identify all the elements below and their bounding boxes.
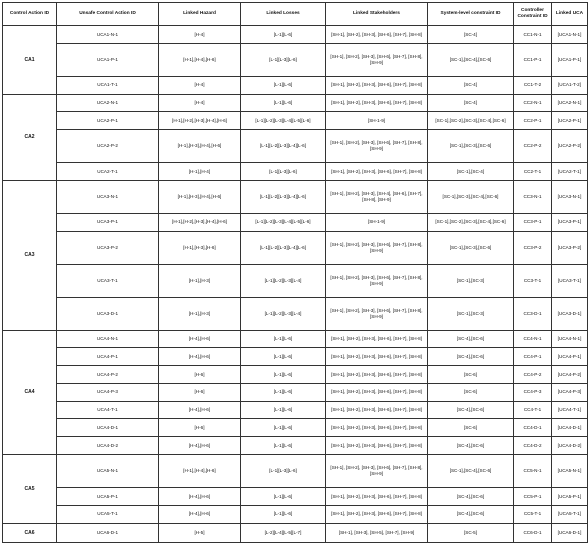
- controller-constraint-cell: CC5-N-1: [514, 455, 552, 488]
- table-row: [3, 26, 588, 44]
- linked-stakeholders-cell: [SH-1], [SH-3], [SH-5], [SH-7], [SH-9]: [326, 523, 428, 542]
- uca-table-container: [2, 2, 584, 543]
- uca-id-cell: UCA4-P-1: [57, 348, 159, 366]
- controller-constraint-cell: CC3-P-1: [514, 213, 552, 231]
- linked-losses-cell: [L-1][L-3][L-6]: [241, 163, 326, 181]
- uca-id-cell: UCA2-T-1: [57, 163, 159, 181]
- linked-hazard-cell: [H-4]: [159, 26, 241, 44]
- linked-losses-cell: [L-1][L-6]: [241, 26, 326, 44]
- controller-constraint-cell: CC2-P-2: [514, 130, 552, 163]
- linked-losses-cell: [L-1][L-2][L-3][L-4]: [241, 297, 326, 330]
- linked-uca-cell: [UCA4-D-2]: [552, 437, 588, 455]
- linked-uca-cell: [UCA5-N-1]: [552, 455, 588, 488]
- table-row: [3, 163, 588, 181]
- controller-constraint-cell: CC4-T-1: [514, 401, 552, 419]
- table-row: [3, 455, 588, 488]
- linked-losses-cell: [L-1][L-6]: [241, 437, 326, 455]
- uca-id-cell: UCA6-D-1: [57, 523, 159, 542]
- linked-losses-cell: [L-1][L-6]: [241, 348, 326, 366]
- uca-id-cell: UCA4-P-2: [57, 366, 159, 384]
- table-row: [3, 505, 588, 523]
- linked-hazard-cell: [H-1],[H-2],[H-3],[H-4],[H-6]: [159, 213, 241, 231]
- linked-losses-cell: [L-1][L-6]: [241, 505, 326, 523]
- uca-id-cell: UCA3-P-1: [57, 213, 159, 231]
- controller-constraint-cell: CC2-N-1: [514, 94, 552, 112]
- linked-stakeholders-cell: [SH-1], [SH-2], [SH-3], [SH-6], [SH-7], [SH-8], [SH-9]: [326, 297, 428, 330]
- system-constraint-cell: [SC-1],[SC-2],[SC-3],[SC-4],[SC-6]: [428, 112, 514, 130]
- linked-losses-cell: [L-1][L-6]: [241, 76, 326, 94]
- linked-hazard-cell: [H-6]: [159, 383, 241, 401]
- linked-uca-cell: [UCA1-N-1]: [552, 26, 588, 44]
- linked-hazard-cell: [H-1],[H-3]: [159, 264, 241, 297]
- linked-uca-cell: [UCA5-T-1]: [552, 505, 588, 523]
- table-row: [3, 130, 588, 163]
- uca-id-cell: UCA5-N-1: [57, 455, 159, 488]
- linked-stakeholders-cell: [SH-1], [SH-2], [SH-3], [SH-6], [SH-7], [SH-8]: [326, 348, 428, 366]
- uca-id-cell: UCA5-P-1: [57, 488, 159, 506]
- linked-hazard-cell: [H-6]: [159, 419, 241, 437]
- controller-constraint-cell: CC4-P-3: [514, 383, 552, 401]
- linked-losses-cell: [L-1][L-6]: [241, 401, 326, 419]
- linked-stakeholders-cell: [SH-1], [SH-2], [SH-3], [SH-6], [SH-7], [SH-8]: [326, 163, 428, 181]
- controller-constraint-cell: CC3-P-2: [514, 231, 552, 264]
- linked-hazard-cell: [H-1],[H-4],[H-6]: [159, 43, 241, 76]
- linked-uca-cell: [UCA2-P-1]: [552, 112, 588, 130]
- controller-constraint-cell: CC4-N-1: [514, 330, 552, 348]
- linked-stakeholders-cell: [SH-1], [SH-2], [SH-3], [SH-6], [SH-7], [SH-8]: [326, 366, 428, 384]
- system-constraint-cell: [SC-1],[SC-3]: [428, 297, 514, 330]
- linked-uca-cell: [UCA2-P-2]: [552, 130, 588, 163]
- table-row: [3, 76, 588, 94]
- table-row: [3, 348, 588, 366]
- table-row: [3, 366, 588, 384]
- header-cell: Linked Losses: [241, 3, 326, 26]
- system-constraint-cell: [SC-4],[SC-6]: [428, 505, 514, 523]
- system-constraint-cell: [SC-5]: [428, 523, 514, 542]
- system-constraint-cell: [SC-4],[SC-6]: [428, 401, 514, 419]
- linked-hazard-cell: [H-4]: [159, 94, 241, 112]
- linked-uca-cell: [UCA3-D-1]: [552, 297, 588, 330]
- linked-stakeholders-cell: [SH-1], [SH-2], [SH-3], [SH-6], [SH-7], [SH-8]: [326, 330, 428, 348]
- header-row: [3, 3, 588, 26]
- controller-constraint-cell: CC2-P-1: [514, 112, 552, 130]
- linked-hazard-cell: [H-1],[H-2],[H-3],[H-4],[H-6]: [159, 112, 241, 130]
- system-constraint-cell: [SC-1],[SC-3],[SC-4],[SC-6]: [428, 180, 514, 213]
- system-constraint-cell: [SC-1],[SC-4],[SC-6]: [428, 455, 514, 488]
- system-constraint-cell: [SC-4]: [428, 26, 514, 44]
- linked-hazard-cell: [H-6]: [159, 366, 241, 384]
- linked-hazard-cell: [H-4]: [159, 76, 241, 94]
- controller-constraint-cell: CC5-P-1: [514, 488, 552, 506]
- table-row: [3, 401, 588, 419]
- linked-uca-cell: [UCA1-T-2]: [552, 76, 588, 94]
- linked-stakeholders-cell: [SH-1], [SH-2], [SH-3], [SH-6], [SH-7], [SH-8], [SH-9]: [326, 264, 428, 297]
- linked-uca-cell: [UCA4-N-1]: [552, 330, 588, 348]
- linked-stakeholders-cell: [SH-1], [SH-2], [SH-3], [SH-6], [SH-7], [SH-8]: [326, 26, 428, 44]
- linked-hazard-cell: [H-5]: [159, 523, 241, 542]
- linked-uca-cell: [UCA3-P-2]: [552, 231, 588, 264]
- linked-losses-cell: [L-1][L-6]: [241, 488, 326, 506]
- table-row: [3, 231, 588, 264]
- controller-constraint-cell: CC2-T-1: [514, 163, 552, 181]
- linked-losses-cell: [L-1][L-6]: [241, 383, 326, 401]
- uca-id-cell: UCA3-T-1: [57, 264, 159, 297]
- linked-stakeholders-cell: [SH-1], [SH-2], [SH-3], [SH-6], [SH-7], [SH-8]: [326, 488, 428, 506]
- system-constraint-cell: [SC-6]: [428, 383, 514, 401]
- uca-id-cell: UCA4-D-1: [57, 419, 159, 437]
- uca-id-cell: UCA4-P-3: [57, 383, 159, 401]
- system-constraint-cell: [SC-1],[SC-4],[SC-6]: [428, 43, 514, 76]
- control-action-cell: CA6: [3, 523, 57, 542]
- table-row: [3, 437, 588, 455]
- system-constraint-cell: [SC-4],[SC-6]: [428, 488, 514, 506]
- table-row: [3, 264, 588, 297]
- linked-losses-cell: [L-1][L-2][L-3][L-4][L-6]: [241, 130, 326, 163]
- header-cell: Controller Constraint ID: [514, 3, 552, 26]
- linked-stakeholders-cell: [SH-1], [SH-2], [SH-3], [SH-6], [SH-7], [SH-8]: [326, 505, 428, 523]
- linked-hazard-cell: [H-4],[H-6]: [159, 330, 241, 348]
- linked-stakeholders-cell: [SH-1-9]: [326, 213, 428, 231]
- uca-id-cell: UCA2-P-1: [57, 112, 159, 130]
- linked-stakeholders-cell: [SH-1], [SH-2], [SH-3], [SH-6], [SH-7], [SH-8], [SH-9]: [326, 130, 428, 163]
- uca-id-cell: UCA1-T-1: [57, 76, 159, 94]
- uca-id-cell: UCA3-N-1: [57, 180, 159, 213]
- linked-losses-cell: [L-1][L-2][L-3][L-4]: [241, 264, 326, 297]
- controller-constraint-cell: CC4-D-1: [514, 419, 552, 437]
- linked-uca-cell: [UCA3-N-1]: [552, 180, 588, 213]
- uca-id-cell: UCA4-N-1: [57, 330, 159, 348]
- linked-losses-cell: [L-1][L-3][L-6]: [241, 455, 326, 488]
- linked-losses-cell: [L-1][L-2][L-3][L-4][L-5][L-6]: [241, 213, 326, 231]
- linked-hazard-cell: [H-1],[H-4]: [159, 163, 241, 181]
- linked-hazard-cell: [H-4],[H-6]: [159, 437, 241, 455]
- table-row: [3, 488, 588, 506]
- linked-losses-cell: [L-1][L-6]: [241, 94, 326, 112]
- linked-losses-cell: [L-1][L-6]: [241, 330, 326, 348]
- linked-hazard-cell: [H-4],[H-6]: [159, 348, 241, 366]
- system-constraint-cell: [SC-6]: [428, 366, 514, 384]
- table-row: [3, 43, 588, 76]
- table-row: [3, 94, 588, 112]
- linked-uca-cell: [UCA6-D-1]: [552, 523, 588, 542]
- linked-uca-cell: [UCA4-T-1]: [552, 401, 588, 419]
- uca-id-cell: UCA4-D-2: [57, 437, 159, 455]
- table-row: [3, 213, 588, 231]
- linked-losses-cell: [L-1][L-2][L-3][L-4][L-6]: [241, 180, 326, 213]
- uca-id-cell: UCA1-N-1: [57, 26, 159, 44]
- linked-uca-cell: [UCA1-P-1]: [552, 43, 588, 76]
- uca-id-cell: UCA3-D-1: [57, 297, 159, 330]
- linked-uca-cell: [UCA4-P-3]: [552, 383, 588, 401]
- controller-constraint-cell: CC6-D-1: [514, 523, 552, 542]
- linked-uca-cell: [UCA4-D-1]: [552, 419, 588, 437]
- linked-losses-cell: [L-1][L-6]: [241, 419, 326, 437]
- table-row: [3, 297, 588, 330]
- control-action-cell: CA3: [3, 180, 57, 330]
- header-cell: Linked Hazard: [159, 3, 241, 26]
- system-constraint-cell: [SC-4],[SC-6]: [428, 437, 514, 455]
- control-action-cell: CA1: [3, 26, 57, 95]
- table-row: [3, 112, 588, 130]
- linked-stakeholders-cell: [SH-1], [SH-2], [SH-3], [SH-4], [SH-6], [SH-7], [SH-8], [SH-9]: [326, 180, 428, 213]
- controller-constraint-cell: CC1-T-2: [514, 76, 552, 94]
- table-row: [3, 330, 588, 348]
- table-row: [3, 419, 588, 437]
- uca-id-cell: UCA2-P-2: [57, 130, 159, 163]
- linked-stakeholders-cell: [SH-1], [SH-2], [SH-3], [SH-6], [SH-7], [SH-8]: [326, 94, 428, 112]
- system-constraint-cell: [SC-1],[SC-3],[SC-6]: [428, 130, 514, 163]
- header-cell: Unsafe Control Action ID: [57, 3, 159, 26]
- linked-stakeholders-cell: [SH-1], [SH-2], [SH-3], [SH-6], [SH-7], [SH-8], [SH-9]: [326, 455, 428, 488]
- linked-uca-cell: [UCA4-P-1]: [552, 348, 588, 366]
- uca-table: [2, 2, 588, 543]
- uca-id-cell: UCA1-P-1: [57, 43, 159, 76]
- controller-constraint-cell: CC4-P-1: [514, 348, 552, 366]
- system-constraint-cell: [SC-1],[SC-2],[SC-3],[SC-4],[SC-6]: [428, 213, 514, 231]
- linked-uca-cell: [UCA4-P-2]: [552, 366, 588, 384]
- uca-id-cell: UCA2-N-1: [57, 94, 159, 112]
- header-cell: System-level constraint ID: [428, 3, 514, 26]
- linked-uca-cell: [UCA5-P-1]: [552, 488, 588, 506]
- linked-stakeholders-cell: [SH-1], [SH-2], [SH-3], [SH-6], [SH-7], [SH-8], [SH-9]: [326, 231, 428, 264]
- linked-stakeholders-cell: [SH-1-9]: [326, 112, 428, 130]
- system-constraint-cell: [SC-4]: [428, 94, 514, 112]
- linked-uca-cell: [UCA2-N-1]: [552, 94, 588, 112]
- control-action-cell: CA5: [3, 455, 57, 524]
- table-body: [3, 26, 588, 543]
- control-action-cell: CA2: [3, 94, 57, 180]
- linked-hazard-cell: [H-4],[H-6]: [159, 488, 241, 506]
- table-row: [3, 180, 588, 213]
- controller-constraint-cell: CC4-P-2: [514, 366, 552, 384]
- linked-hazard-cell: [H-4],[H-6]: [159, 401, 241, 419]
- uca-id-cell: UCA5-T-1: [57, 505, 159, 523]
- linked-losses-cell: [L-1][L-3][L-6]: [241, 43, 326, 76]
- uca-id-cell: UCA3-P-2: [57, 231, 159, 264]
- system-constraint-cell: [SC-1],[SC-4]: [428, 163, 514, 181]
- linked-hazard-cell: [H-1],[H-3],[H-6]: [159, 231, 241, 264]
- controller-constraint-cell: CC3-N-1: [514, 180, 552, 213]
- controller-constraint-cell: CC3-D-1: [514, 297, 552, 330]
- linked-hazard-cell: [H-1],[H-3],[H-4],[H-6]: [159, 180, 241, 213]
- linked-stakeholders-cell: [SH-1], [SH-2], [SH-3], [SH-6], [SH-7], [SH-8]: [326, 419, 428, 437]
- table-row: [3, 523, 588, 542]
- linked-stakeholders-cell: [SH-1], [SH-2], [SH-3], [SH-6], [SH-7], [SH-8]: [326, 401, 428, 419]
- linked-stakeholders-cell: [SH-1], [SH-2], [SH-3], [SH-6], [SH-7], [SH-8]: [326, 383, 428, 401]
- system-constraint-cell: [SC-4],[SC-6]: [428, 348, 514, 366]
- linked-hazard-cell: [H-1],[H-3],[H-4],[H-6]: [159, 130, 241, 163]
- system-constraint-cell: [SC-6]: [428, 419, 514, 437]
- linked-losses-cell: [L-2][L-4][L-5][L-7]: [241, 523, 326, 542]
- linked-uca-cell: [UCA3-T-1]: [552, 264, 588, 297]
- header-cell: Linked Stakeholders: [326, 3, 428, 26]
- controller-constraint-cell: CC5-T-1: [514, 505, 552, 523]
- linked-losses-cell: [L-1][L-2][L-3][L-4][L-6]: [241, 231, 326, 264]
- uca-id-cell: UCA4-T-1: [57, 401, 159, 419]
- linked-stakeholders-cell: [SH-1], [SH-2], [SH-3], [SH-6], [SH-7], [SH-8], [SH-9]: [326, 43, 428, 76]
- linked-hazard-cell: [H-1],[H-4],[H-6]: [159, 455, 241, 488]
- linked-hazard-cell: [H-4],[H-6]: [159, 505, 241, 523]
- controller-constraint-cell: CC3-T-1: [514, 264, 552, 297]
- table-row: [3, 383, 588, 401]
- controller-constraint-cell: CC4-D-2: [514, 437, 552, 455]
- header-cell: Linked UCA: [552, 3, 588, 26]
- system-constraint-cell: [SC-1],[SC-3]: [428, 264, 514, 297]
- linked-uca-cell: [UCA2-T-1]: [552, 163, 588, 181]
- linked-losses-cell: [L-1][L-2][L-3][L-4][L-5][L-6]: [241, 112, 326, 130]
- linked-stakeholders-cell: [SH-1], [SH-2], [SH-3], [SH-6], [SH-7], [SH-8]: [326, 76, 428, 94]
- controller-constraint-cell: CC1-N-1: [514, 26, 552, 44]
- header-cell: Control Action ID: [3, 3, 57, 26]
- controller-constraint-cell: CC1-P-1: [514, 43, 552, 76]
- system-constraint-cell: [SC-4]: [428, 76, 514, 94]
- linked-uca-cell: [UCA3-P-1]: [552, 213, 588, 231]
- system-constraint-cell: [SC-1],[SC-3],[SC-6]: [428, 231, 514, 264]
- control-action-cell: CA4: [3, 330, 57, 455]
- linked-losses-cell: [L-1][L-6]: [241, 366, 326, 384]
- linked-stakeholders-cell: [SH-1], [SH-2], [SH-3], [SH-6], [SH-7], [SH-8]: [326, 437, 428, 455]
- system-constraint-cell: [SC-4],[SC-6]: [428, 330, 514, 348]
- linked-hazard-cell: [H-1],[H-3]: [159, 297, 241, 330]
